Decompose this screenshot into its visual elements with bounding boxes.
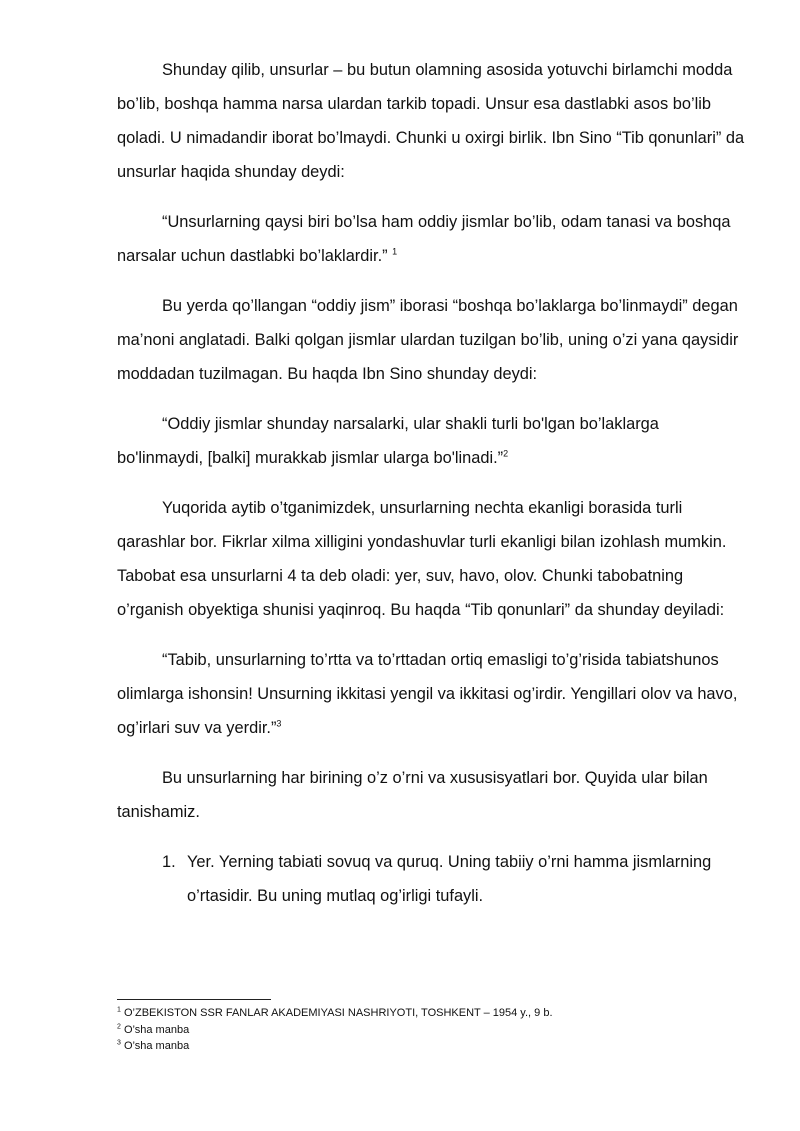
body-text bbox=[117, 53, 745, 913]
quote-paragraph: “Oddiy jismlar shunday narsalarki, ular shakli turli bo'lgan bo’laklarga bo'linmaydi, [balki] murakkab jismlar ularga bo'linadi.”$^2$ bbox=[117, 415, 659, 467]
footnote bbox=[117, 1038, 745, 1055]
paragraph: Shunday qilib, unsurlar – bu butun olamning asosida yotuvchi birlamchi modda bo’lib, boshqa hamma narsa ulardan tarkib topadi. Unsur esa dastlabki asos bo’lib qoladi. U nimadandir iborat bo’lmaydi. Chunki u oxirgi birlik. Ibn Sino “Tib qonunlari” da unsurlar haqida shunday deydi: bbox=[117, 61, 745, 181]
paragraph: Yuqorida aytib o’tganimizdek, unsurlarning nechta ekanligi borasida turli qarashlar bor. Fikrlar xilma xilligini yondashuvlar turli ekanligi bilan izohlash mumkin. Tabobat esa unsurlarni 4 ta deb oladi: yer, suv, havo, olov. Chunki tabobatning o’rganish obyektiga shunisi yaqinroq. Bu haqda “Tib qonunlari” da shunday deyiladi: bbox=[117, 499, 727, 619]
footnote bbox=[117, 1005, 745, 1022]
paragraph: Bu yerda qo’llangan “oddiy jism” iborasi “boshqa bo’laklarga bo’linmaydi” degan ma’noni anglatadi. Balki qolgan jismlar ulardan tuzilgan bo’lib, uning o’zi yana qaysidir moddadan tuzilmagan. Bu haqda Ibn Sino shunday deydi: bbox=[117, 297, 739, 383]
footnotes bbox=[117, 1005, 745, 1055]
quote-paragraph: “Unsurlarning qaysi biri bo’lsa ham oddiy jismlar bo’lib, odam tanasi va boshqa narsalar uchun dastlabki bo’laklardir.” $^1$ bbox=[117, 213, 731, 265]
footnote-mark: 2 bbox=[117, 1022, 121, 1030]
quote-paragraph: “Tabib, unsurlarning to’rtta va to’rttadan ortiq emasligi to’g’risida tabiatshunos olimlarga ishonsin! Unsurning ikkitasi yengil va ikkitasi og’irdir. Yengillari olov va havo, og’irlari suv va yerdir.”$^3$ bbox=[117, 651, 738, 737]
paragraph: Bu unsurlarning har birining o’z o’rni va xususisyatlari bor. Quyida ular bilan tanishamiz. bbox=[117, 769, 708, 821]
footnote-ref: 1 bbox=[392, 246, 398, 257]
footnote bbox=[117, 1022, 745, 1039]
list-item-text: Yer. Yerning tabiati sovuq va quruq. Uning tabiiy o’rni hamma jismlarning o’rtasidir. Bu uning mutlaq og’irligi tufayli. bbox=[187, 853, 712, 905]
footnote-text: O’sha manba bbox=[123, 1040, 190, 1052]
footnote-ref: 3 bbox=[276, 718, 282, 729]
footnote-mark: 3 bbox=[117, 1039, 121, 1047]
footnote-text: O’sha manba bbox=[123, 1023, 190, 1036]
footnote-text: O’ZBEKISTON SSR FANLAR AKADEMIYASI NASHRIYOTI, TOSHKENT – 1954 y., 9 b. bbox=[123, 1007, 553, 1019]
footnote-separator bbox=[117, 999, 271, 1000]
numbered-list-item bbox=[117, 845, 745, 913]
footnote-ref: 2 bbox=[503, 448, 509, 459]
list-number: 1. bbox=[162, 853, 176, 871]
footnote-mark: 1 bbox=[117, 1006, 121, 1014]
